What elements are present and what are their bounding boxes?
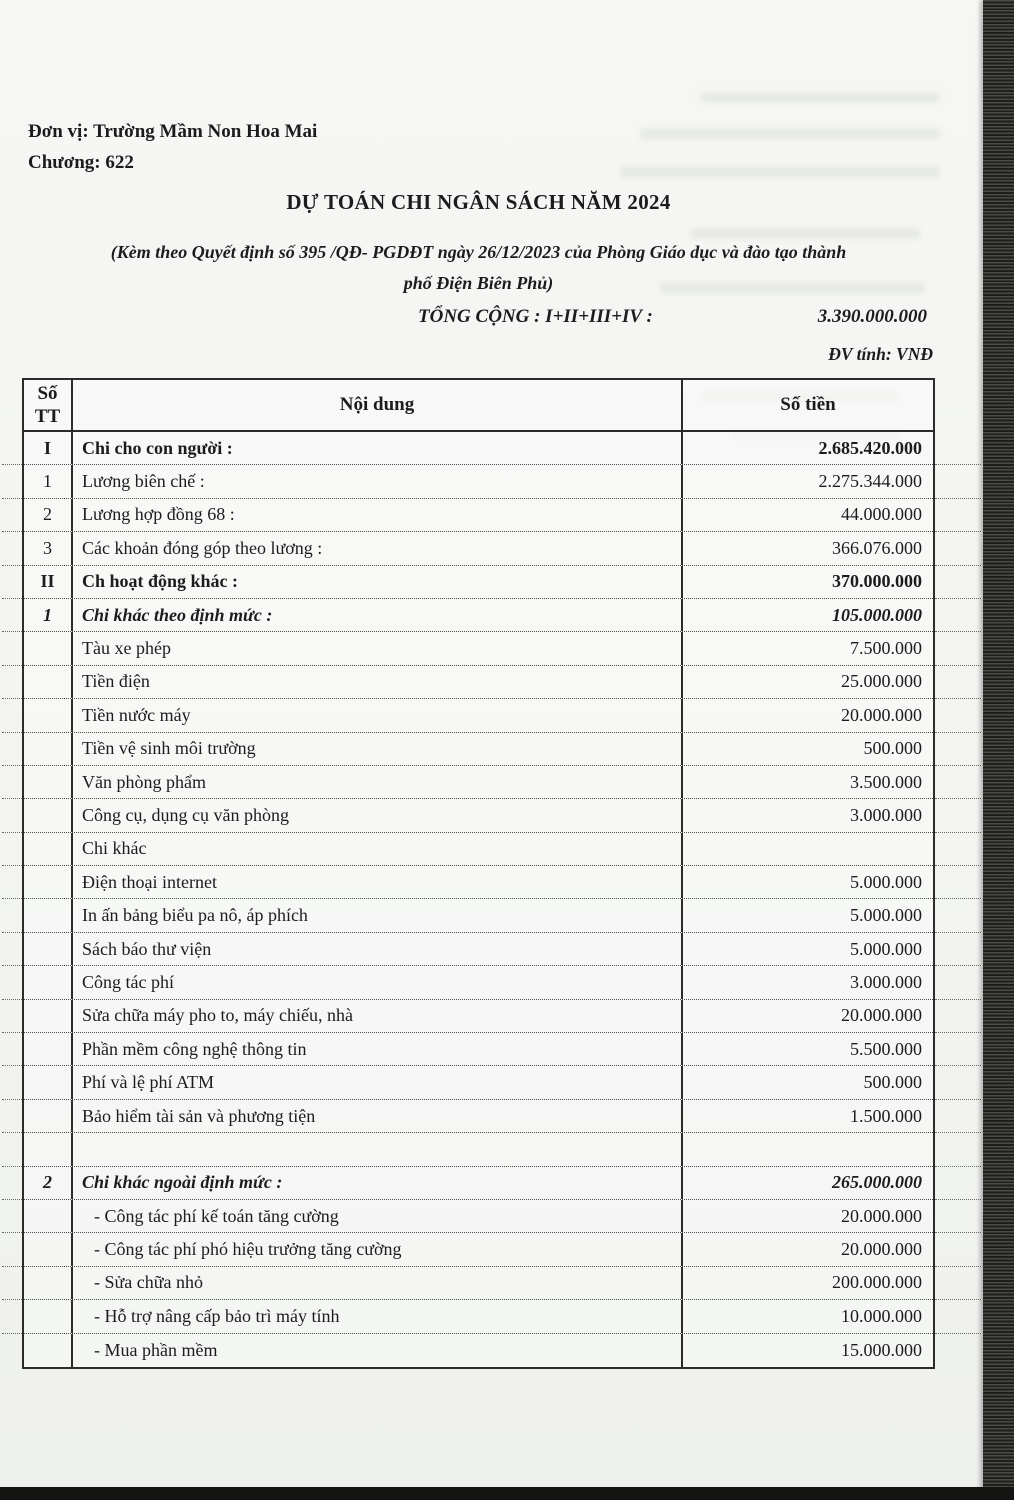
row-amount-cell: 3.000.000	[850, 804, 922, 825]
row-amount-cell: 3.500.000	[850, 771, 922, 792]
row-label-cell: Phần mềm công nghệ thông tin	[73, 1033, 683, 1065]
document-title: DỰ TOÁN CHI NGÂN SÁCH NĂM 2024	[286, 190, 671, 214]
row-label-cell: Điện thoại internet	[73, 866, 683, 898]
table-row	[24, 933, 933, 966]
row-amount-cell: 500.000	[863, 1072, 922, 1093]
row-label-cell: Sách báo thư viện	[73, 933, 683, 965]
chapter-line: Chương: 622	[28, 152, 134, 173]
row-number-cell	[24, 966, 73, 998]
table-row	[24, 1267, 933, 1300]
row-label-cell: - Công tác phí kế toán tăng cường	[73, 1200, 683, 1232]
header-cell-amount: Số tiền	[780, 394, 836, 415]
row-number-cell	[24, 833, 73, 865]
bleed-through-artifact	[620, 166, 940, 178]
table-row	[24, 1200, 933, 1233]
row-amount-cell: 5.500.000	[850, 1038, 922, 1059]
grand-total-label: TỔNG CỘNG : I+II+III+IV :	[418, 306, 653, 327]
subtitle-line-1: (Kèm theo Quyết định số 395 /QĐ- PGDĐT ngày 26/12/2023 của Phòng Giáo dục và đào tạo thành	[110, 242, 847, 262]
header-cell-number	[24, 380, 73, 430]
scanner-bottom-bar	[0, 1487, 1014, 1500]
row-label-cell: In ấn bảng biểu pa nô, áp phích	[73, 899, 683, 931]
row-amount-cell: 25.000.000	[841, 671, 922, 692]
row-amount-cell: 105.000.000	[832, 604, 922, 625]
table-row	[24, 1100, 933, 1133]
row-number-cell: II	[24, 566, 73, 598]
row-number-cell	[24, 899, 73, 931]
row-label-cell	[73, 1133, 683, 1165]
table-row	[24, 566, 933, 599]
row-amount-cell: 10.000.000	[841, 1305, 922, 1326]
row-amount-cell: 265.000.000	[832, 1172, 922, 1193]
row-number-cell: 1	[24, 465, 73, 497]
row-number-cell	[24, 1033, 73, 1065]
row-number-cell	[24, 1267, 73, 1299]
row-amount-cell	[683, 1133, 933, 1165]
row-amount-cell	[683, 833, 933, 865]
budget-table	[22, 378, 935, 1369]
row-label-cell: Tiền vệ sinh môi trường	[73, 733, 683, 765]
row-label-cell: - Hỗ trợ nâng cấp bảo trì máy tính	[73, 1300, 683, 1332]
row-amount-cell: 20.000.000	[841, 1239, 922, 1260]
row-label-cell: Văn phòng phẩm	[73, 766, 683, 798]
row-number-cell	[24, 1233, 73, 1265]
row-number-cell	[24, 1200, 73, 1232]
document-header-block	[28, 116, 317, 178]
header-number-line-1: Số	[37, 383, 58, 404]
row-label-cell: Tiền điện	[73, 666, 683, 698]
row-label-cell: - Công tác phí phó hiệu trưởng tăng cường	[73, 1233, 683, 1265]
row-number-cell	[24, 733, 73, 765]
row-label-cell: Tàu xe phép	[73, 632, 683, 664]
table-row	[24, 465, 933, 498]
table-row	[24, 1334, 933, 1367]
row-amount-cell: 1.500.000	[850, 1105, 922, 1126]
row-amount-cell: 2.685.420.000	[818, 437, 922, 458]
row-number-cell: 3	[24, 532, 73, 564]
scanner-edge-band	[983, 0, 1014, 1500]
table-row	[24, 1033, 933, 1066]
row-label-cell: Phí và lệ phí ATM	[73, 1066, 683, 1098]
row-label-cell: Tiền nước máy	[73, 699, 683, 731]
row-label-cell: Ch hoạt động khác :	[73, 566, 683, 598]
row-label-cell: Lương hợp đồng 68 :	[73, 499, 683, 531]
row-number-cell	[24, 699, 73, 731]
row-amount-cell: 20.000.000	[841, 1005, 922, 1026]
table-row	[24, 1000, 933, 1033]
table-row	[24, 1233, 933, 1266]
table-row	[24, 799, 933, 832]
grand-total-value: 3.390.000.000	[817, 306, 927, 327]
table-row	[24, 1066, 933, 1099]
currency-unit-note: ĐV tính: VNĐ	[828, 344, 933, 364]
row-number-cell	[24, 1334, 73, 1367]
subtitle-line-2: phố Điện Biên Phủ)	[403, 273, 554, 293]
row-amount-cell: 5.000.000	[850, 938, 922, 959]
row-amount-cell: 7.500.000	[850, 638, 922, 659]
row-number-cell	[24, 1000, 73, 1032]
row-number-cell	[24, 1300, 73, 1332]
table-row	[24, 532, 933, 565]
row-number-cell: I	[24, 432, 73, 464]
row-label-cell: Lương biên chế :	[73, 465, 683, 497]
row-amount-cell: 370.000.000	[832, 571, 922, 592]
row-amount-cell: 5.000.000	[850, 871, 922, 892]
table-row	[24, 899, 933, 932]
table-row	[24, 599, 933, 632]
table-row	[24, 432, 933, 465]
row-number-cell	[24, 866, 73, 898]
row-label-cell: Công tác phí	[73, 966, 683, 998]
row-amount-cell: 366.076.000	[832, 537, 922, 558]
row-number-cell	[24, 1066, 73, 1098]
row-number-cell	[24, 933, 73, 965]
row-label-cell: Bảo hiểm tài sản và phương tiện	[73, 1100, 683, 1132]
row-label-cell: - Sửa chữa nhỏ	[73, 1267, 683, 1299]
bleed-through-artifact	[640, 128, 940, 140]
row-amount-cell: 20.000.000	[841, 1205, 922, 1226]
bleed-through-artifact	[700, 92, 940, 103]
row-amount-cell: 44.000.000	[841, 504, 922, 525]
row-label-cell: Chi khác ngoài định mức :	[73, 1167, 683, 1199]
table-row	[24, 866, 933, 899]
header-cell-content: Nội dung	[73, 380, 683, 430]
table-body	[24, 432, 933, 1367]
row-amount-cell: 2.275.344.000	[818, 471, 922, 492]
row-label-cell: Chi khác	[73, 833, 683, 865]
row-number-cell	[24, 799, 73, 831]
document-subtitle	[22, 237, 935, 299]
row-label-cell: - Mua phần mềm	[73, 1334, 683, 1367]
header-number-line-2: TT	[34, 406, 61, 427]
row-number-cell	[24, 766, 73, 798]
table-row	[24, 1167, 933, 1200]
table-row	[24, 499, 933, 532]
row-amount-cell: 500.000	[863, 738, 922, 759]
grand-total-line	[22, 306, 935, 334]
table-row	[24, 833, 933, 866]
row-number-cell	[24, 1100, 73, 1132]
row-number-cell: 2	[24, 1167, 73, 1199]
unit-line: Đơn vị: Trường Mầm Non Hoa Mai	[28, 121, 318, 142]
table-row	[24, 699, 933, 732]
table-row	[24, 766, 933, 799]
table-header-row	[24, 380, 933, 432]
table-row	[24, 666, 933, 699]
row-number-cell	[24, 632, 73, 664]
row-number-cell	[24, 666, 73, 698]
row-amount-cell: 3.000.000	[850, 971, 922, 992]
row-number-cell	[24, 1133, 73, 1165]
row-label-cell: Chi cho con người :	[73, 432, 683, 464]
row-label-cell: Chi khác theo định mức :	[73, 599, 683, 631]
table-row	[24, 966, 933, 999]
row-amount-cell: 5.000.000	[850, 905, 922, 926]
table-row	[24, 733, 933, 766]
row-number-cell: 2	[24, 499, 73, 531]
row-label-cell: Sửa chữa máy pho to, máy chiếu, nhà	[73, 1000, 683, 1032]
table-row	[24, 632, 933, 665]
row-label-cell: Công cụ, dụng cụ văn phòng	[73, 799, 683, 831]
row-amount-cell: 20.000.000	[841, 704, 922, 725]
row-amount-cell: 200.000.000	[832, 1272, 922, 1293]
row-number-cell: 1	[24, 599, 73, 631]
row-amount-cell: 15.000.000	[841, 1339, 922, 1360]
row-label-cell: Các khoản đóng góp theo lương :	[73, 532, 683, 564]
table-row	[24, 1300, 933, 1333]
table-row	[24, 1133, 933, 1166]
